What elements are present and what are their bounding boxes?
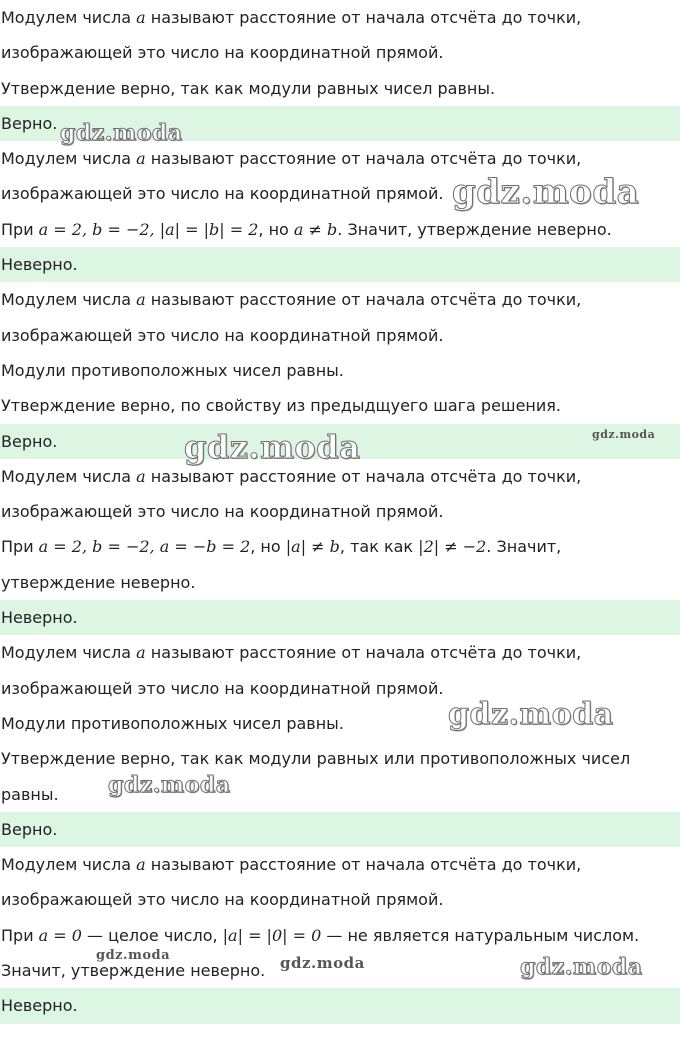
text: называют расстояние от начала отсчёта до точки, [145,643,582,663]
text: . Значит, утверждение неверно. [337,219,612,239]
definition-line-2: изображающей это число на координатной прямой. [1,184,444,204]
answer-correct: Верно. [0,106,680,141]
text: Модулем числа [1,466,137,486]
watermark-logo: gdz.moda [280,954,365,972]
text: Модулем числа [1,149,137,169]
counterexample-line [0,529,680,564]
answer-incorrect: Неверно. [0,247,680,282]
answer-incorrect: Неверно. [0,988,680,1023]
answer-correct: Верно. [0,812,680,847]
text: Модулем числа [1,8,137,27]
math: a [136,8,146,27]
counterexample-line [0,918,680,953]
conclusion-line: утверждение неверно. [1,572,196,592]
reason-line: равны. [1,784,59,804]
text: При [1,537,39,557]
answer-correct: Верно. [0,424,680,459]
text: При [1,925,39,945]
text: называют расстояние от начала отсчёта до точки, [145,149,582,169]
watermark-logo: gdz.moda [520,954,643,980]
definition-line-2: изображающей это число на координатной прямой. [1,502,444,522]
definition-line-2: изображающей это число на координатной прямой. [1,678,444,698]
text: , так как [339,537,419,557]
math: |2| ≠ −2 [418,537,487,557]
answer-incorrect: Неверно. [0,600,680,635]
definition-line-2: изображающей это число на координатной прямой. [1,43,444,63]
text: Модулем числа [1,290,137,310]
text: , но [258,219,294,239]
math: |a| ≠ b [285,537,340,557]
text: Модулем числа [1,643,137,663]
text: называют расстояние от начала отсчёта до точки, [145,290,582,310]
watermark-logo: gdz.moda [592,428,656,441]
math: a = 2, b = −2, |a| = |b| = 2 [38,219,259,239]
text: называют расстояние от начала отсчёта до точки, [145,466,582,486]
math: a = 0 [38,925,82,945]
math: a [136,855,146,875]
text: . Значит, [486,537,562,557]
watermark-logo: gdz.moda [184,428,361,466]
text: , но [250,537,286,557]
conclusion-line: Значит, утверждение неверно. [1,961,266,981]
counterexample-line [0,212,680,247]
math: a [136,643,146,663]
reason-line: Утверждение верно, так как модули равных или противоположных чисел [1,749,631,769]
definition-line-1 [0,0,680,35]
watermark-logo: gdz.moda [448,697,614,732]
definition-line-2: изображающей это число на координатной прямой. [1,325,444,345]
definition-line-2: изображающей это число на координатной прямой. [1,890,444,910]
text: называют расстояние от начала отсчёта до точки, [145,855,582,875]
watermark-logo: gdz.moda [60,120,183,146]
reason-line: Утверждение верно, так как модули равных чисел равны. [1,78,496,98]
reason-line: Утверждение верно, по свойству из предыдщуего шага решения. [1,396,561,416]
definition-line-1 [0,847,680,882]
definition-line-1 [0,141,680,176]
math: a [136,290,146,310]
text: При [1,219,39,239]
text: — целое число, [81,925,223,945]
math: a [136,149,146,169]
text: — не является натуральным числом. [321,925,640,945]
definition-line-1 [0,282,680,317]
watermark-logo: gdz.moda [96,948,171,963]
math: |a| = |0| = 0 [222,925,322,945]
watermark-logo: gdz.moda [108,772,231,798]
fact-line: Модули противоположных чисел равны. [1,360,344,380]
definition-line-1 [0,635,680,670]
math: a ≠ b [293,219,338,239]
watermark-logo: gdz.moda [452,172,640,212]
text: называют расстояние от начала отсчёта до точки, [145,8,582,27]
definition-line-1 [0,459,680,494]
fact-line: Модули противоположных чисел равны. [1,713,344,733]
math: a [136,466,146,486]
text: Модулем числа [1,855,137,875]
math: a = 2, b = −2, a = −b = 2 [38,537,251,557]
